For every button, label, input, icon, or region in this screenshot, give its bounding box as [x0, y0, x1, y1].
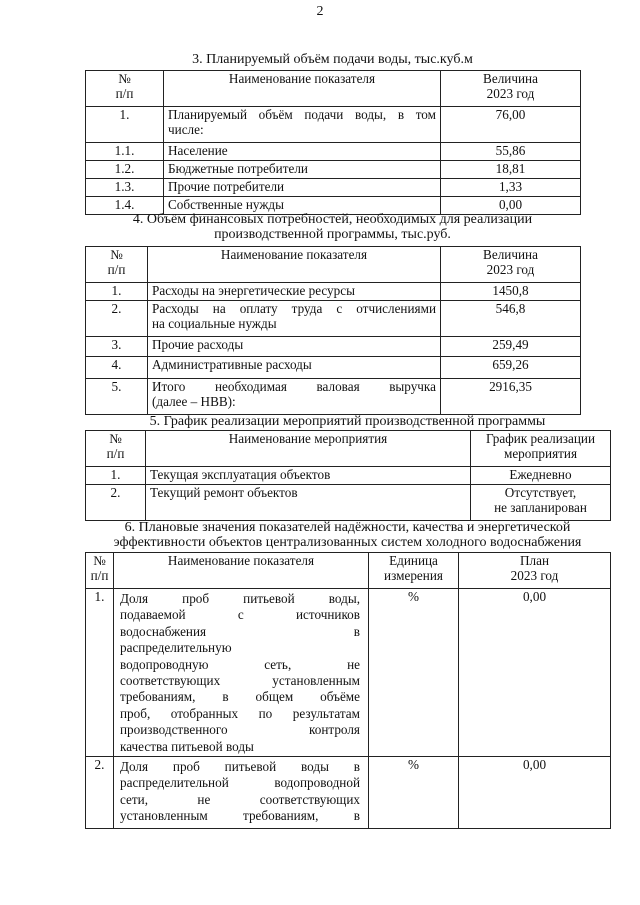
table-row: 4. Административные расходы 659,26: [86, 357, 581, 379]
schedule-table: [85, 430, 611, 521]
section-6-title: 6. Плановые значения показателей надёжности, качества и энергетической эффективности объектов централизованных систем холодного водоснабжения: [113, 520, 582, 550]
table-row: 1.2. Бюджетные потребители 18,81: [86, 161, 581, 179]
header-name: Наименование показателя: [164, 71, 441, 107]
table-row: 1. Текущая эксплуатация объектов Ежедневно: [86, 467, 611, 485]
indicators-table: [85, 552, 611, 829]
header-value: Величина 2023 год: [441, 71, 581, 107]
table-row: 1. Планируемый объём подачи воды, в том числе: 76,00: [86, 107, 581, 143]
table-row: 1. Доля проб питьевой воды, подаваемой с источников водоснабжения в распределительную водопроводную сеть, не соответствующих установленным требованиям, в общем объёме проб, отобранных по результатам производственного контроля качества питьевой воды % 0,00: [86, 589, 611, 757]
table-row: 2. Текущий ремонт объектов Отсутствует, не запланирован: [86, 485, 611, 521]
table-header-row: [86, 71, 581, 107]
table-row: 2. Доля проб питьевой воды в распределительной водопроводной сети, не соответствующих установленным требованиям, в % 0,00: [86, 757, 611, 829]
water-supply-table: [85, 70, 581, 215]
section-5-title: 5. График реализации мероприятий производственной программы: [149, 414, 546, 429]
table-row: 1.4. Собственные нужды 0,00: [86, 197, 581, 215]
page-number: 2: [316, 4, 324, 19]
table-row: 2. Расходы на оплату труда с отчислениями на социальные нужды 546,8: [86, 301, 581, 337]
financial-needs-table: [85, 246, 581, 415]
table-row: 3. Прочие расходы 259,49: [86, 337, 581, 357]
section-4-title: 4. Объём финансовых потребностей, необходимых для реализации производственной программы, тыс.руб.: [132, 212, 533, 242]
table-row: 5. Итого необходимая валовая выручка (далее – НВВ): 2916,35: [86, 379, 581, 415]
table-header-row: № п/п Наименование мероприятия График реализации мероприятия: [86, 431, 611, 467]
table-row: 1.3. Прочие потребители 1,33: [86, 179, 581, 197]
table-header-row: № п/п Наименование показателя Единица измерения План 2023 год: [86, 553, 611, 589]
table-row: 1.1. Население 55,86: [86, 143, 581, 161]
header-num: № п/п: [86, 71, 164, 107]
section-3-title: 3. Планируемый объём подачи воды, тыс.куб.м: [192, 52, 473, 67]
table-header-row: № п/п Наименование показателя Величина 2023 год: [86, 247, 581, 283]
table-row: 1. Расходы на энергетические ресурсы 1450,8: [86, 283, 581, 301]
